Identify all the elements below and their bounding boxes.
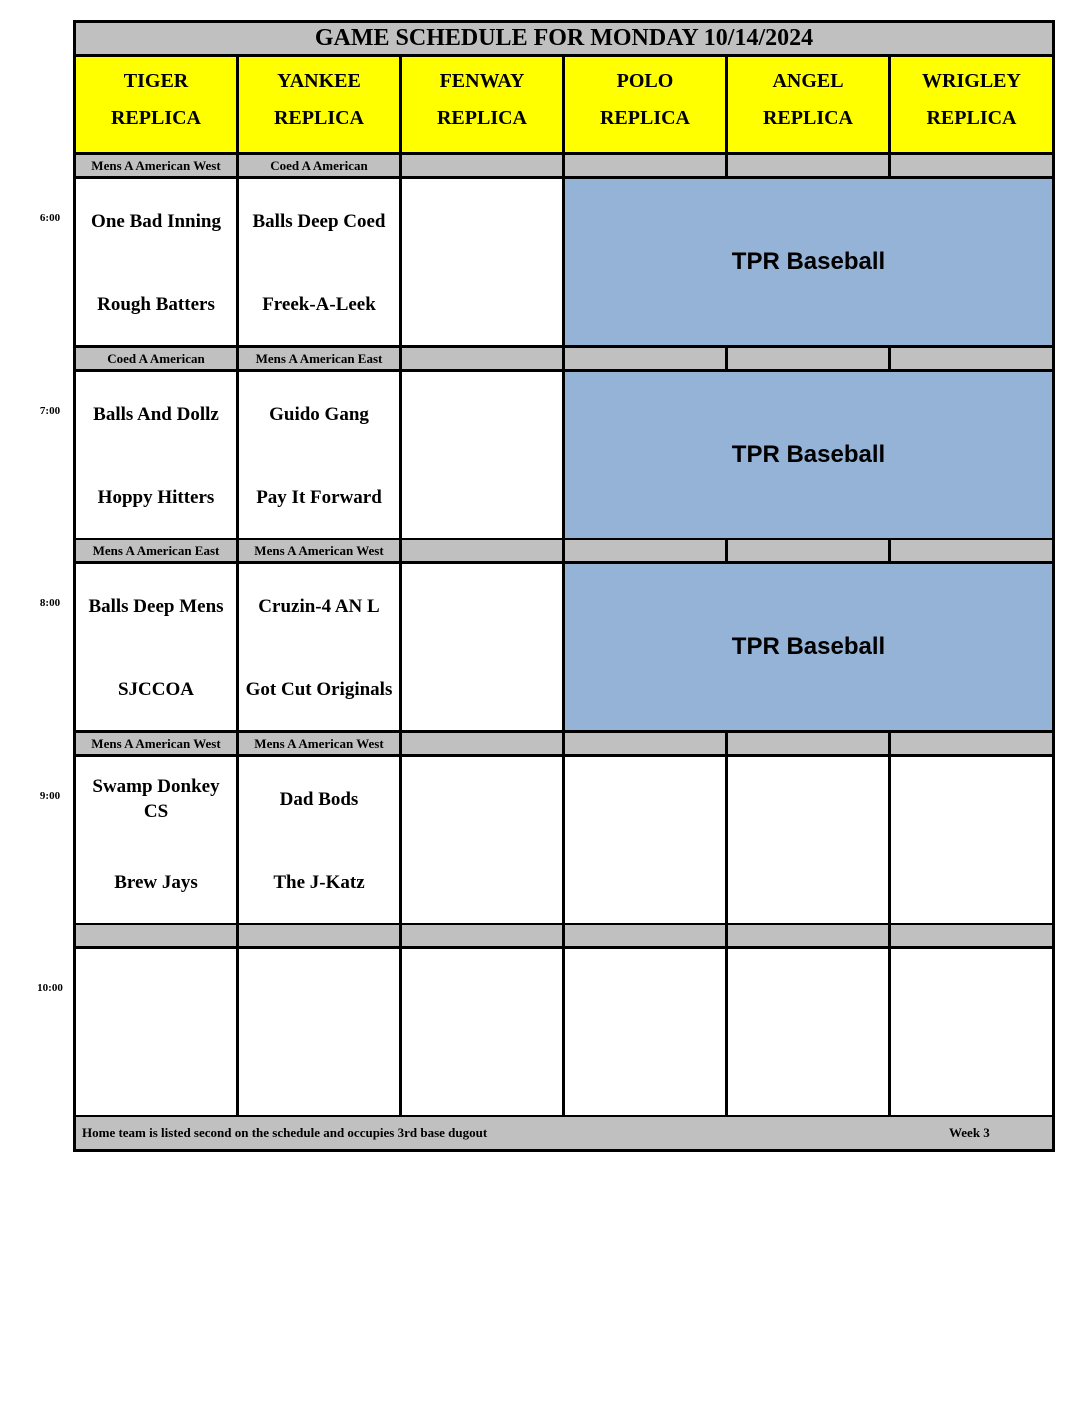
division-label bbox=[565, 348, 725, 369]
reserved-block: TPR Baseball bbox=[565, 372, 1052, 538]
home-team bbox=[402, 456, 562, 538]
schedule-table bbox=[73, 20, 1055, 1152]
away-team bbox=[402, 372, 562, 456]
division-label: Mens A American East bbox=[76, 540, 236, 561]
home-team: The J-Katz bbox=[273, 871, 365, 893]
game-cell bbox=[239, 564, 399, 730]
field-header-yankee bbox=[239, 57, 399, 152]
game-cell bbox=[402, 949, 562, 1115]
away-team bbox=[402, 757, 562, 841]
reserved-block: TPR Baseball bbox=[565, 179, 1052, 345]
division-label bbox=[76, 925, 236, 946]
reserved-block: TPR Baseball bbox=[565, 564, 1052, 730]
footer-bar bbox=[76, 1117, 1052, 1149]
division-label bbox=[891, 733, 1052, 754]
division-label bbox=[565, 155, 725, 176]
away-team: Swamp Donkey CS bbox=[92, 776, 220, 822]
division-label bbox=[891, 540, 1052, 561]
division-label bbox=[565, 733, 725, 754]
home-team bbox=[728, 841, 888, 923]
page-title: GAME SCHEDULE FOR MONDAY 10/14/2024 bbox=[76, 23, 1052, 54]
home-team bbox=[565, 841, 725, 923]
game-cell bbox=[239, 949, 399, 1115]
home-team: Rough Batters bbox=[97, 293, 215, 315]
game-cell bbox=[239, 179, 399, 345]
home-team bbox=[402, 1033, 562, 1115]
division-label: Coed A American bbox=[76, 348, 236, 369]
field-header-wrigley bbox=[891, 57, 1052, 152]
field-header-angel bbox=[728, 57, 888, 152]
division-label: Mens A American West bbox=[239, 540, 399, 561]
division-label bbox=[239, 925, 399, 946]
away-team: Balls And Dollz bbox=[93, 403, 219, 425]
division-label: Mens A American West bbox=[76, 733, 236, 754]
home-team bbox=[402, 263, 562, 345]
field-type: REPLICA bbox=[926, 107, 1017, 129]
division-label: Mens A American East bbox=[239, 348, 399, 369]
game-cell bbox=[76, 179, 236, 345]
away-team: Balls Deep Coed bbox=[252, 210, 386, 232]
away-team bbox=[402, 564, 562, 648]
field-type: REPLICA bbox=[599, 107, 690, 129]
game-cell bbox=[76, 949, 236, 1115]
field-name: WRIGLEY bbox=[922, 70, 1021, 92]
field-name: FENWAY bbox=[439, 70, 525, 92]
division-label bbox=[891, 155, 1052, 176]
home-team: SJCCOA bbox=[117, 678, 194, 700]
home-team: Hoppy Hitters bbox=[97, 486, 215, 508]
field-type: REPLICA bbox=[273, 107, 364, 129]
away-team bbox=[891, 757, 1052, 841]
field-name: POLO bbox=[616, 70, 674, 92]
time-label: 10:00 bbox=[37, 982, 63, 994]
division-label bbox=[728, 733, 888, 754]
field-name: YANKEE bbox=[277, 70, 361, 92]
home-team bbox=[728, 1033, 888, 1115]
field-name: TIGER bbox=[123, 70, 189, 92]
division-label bbox=[402, 733, 562, 754]
division-label bbox=[728, 540, 888, 561]
week-label: Week 3 bbox=[949, 1125, 990, 1140]
home-team: Pay It Forward bbox=[256, 486, 382, 508]
away-team: Balls Deep Mens bbox=[88, 595, 224, 617]
away-team: Cruzin-4 AN L bbox=[258, 595, 380, 617]
division-label bbox=[728, 925, 888, 946]
game-cell bbox=[565, 757, 725, 923]
division-label bbox=[565, 540, 725, 561]
game-cell bbox=[402, 757, 562, 923]
game-cell bbox=[891, 757, 1052, 923]
home-team: Freek-A-Leek bbox=[262, 293, 376, 315]
home-team bbox=[239, 1033, 399, 1115]
away-team: Dad Bods bbox=[279, 788, 359, 810]
away-team: One Bad Inning bbox=[91, 210, 221, 232]
home-team: Brew Jays bbox=[114, 871, 198, 893]
field-header-fenway bbox=[402, 57, 562, 152]
game-cell bbox=[239, 757, 399, 923]
division-label bbox=[402, 348, 562, 369]
away-team bbox=[76, 949, 236, 1033]
game-cell bbox=[402, 564, 562, 730]
game-cell bbox=[402, 372, 562, 538]
time-label: 7:00 bbox=[39, 405, 61, 417]
home-team bbox=[76, 1033, 236, 1115]
away-team bbox=[239, 949, 399, 1033]
time-label: 9:00 bbox=[39, 790, 61, 802]
home-team bbox=[565, 1033, 725, 1115]
away-team bbox=[728, 757, 888, 841]
division-label: Mens A American West bbox=[239, 733, 399, 754]
away-team bbox=[565, 949, 725, 1033]
away-team: Guido Gang bbox=[269, 403, 369, 425]
field-header-tiger bbox=[76, 57, 236, 152]
game-cell bbox=[728, 949, 888, 1115]
game-cell bbox=[565, 949, 725, 1115]
game-cell bbox=[76, 757, 236, 923]
footer-note: Home team is listed second on the schedule and occupies 3rd base dugout bbox=[82, 1125, 488, 1140]
division-label bbox=[891, 348, 1052, 369]
away-team bbox=[402, 179, 562, 263]
division-label bbox=[402, 540, 562, 561]
division-label bbox=[402, 925, 562, 946]
away-team bbox=[402, 949, 562, 1033]
game-cell bbox=[239, 372, 399, 538]
game-cell bbox=[402, 179, 562, 345]
away-team bbox=[891, 949, 1052, 1033]
away-team bbox=[728, 949, 888, 1033]
field-type: REPLICA bbox=[762, 107, 853, 129]
division-label bbox=[402, 155, 562, 176]
field-header-polo bbox=[565, 57, 725, 152]
field-type: REPLICA bbox=[436, 107, 527, 129]
division-label bbox=[891, 925, 1052, 946]
division-label: Coed A American bbox=[239, 155, 399, 176]
time-label: 6:00 bbox=[39, 212, 61, 224]
home-team bbox=[402, 841, 562, 923]
time-label: 8:00 bbox=[39, 597, 61, 609]
field-type: REPLICA bbox=[110, 107, 201, 129]
home-team bbox=[891, 1033, 1052, 1115]
home-team: Got Cut Originals bbox=[245, 678, 393, 700]
field-name: ANGEL bbox=[772, 70, 844, 92]
home-team bbox=[891, 841, 1052, 923]
division-label bbox=[728, 348, 888, 369]
game-cell bbox=[76, 372, 236, 538]
division-label bbox=[728, 155, 888, 176]
game-cell bbox=[76, 564, 236, 730]
game-cell bbox=[891, 949, 1052, 1115]
game-cell bbox=[728, 757, 888, 923]
division-label bbox=[565, 925, 725, 946]
division-label: Mens A American West bbox=[76, 155, 236, 176]
away-team bbox=[565, 757, 725, 841]
home-team bbox=[402, 648, 562, 730]
